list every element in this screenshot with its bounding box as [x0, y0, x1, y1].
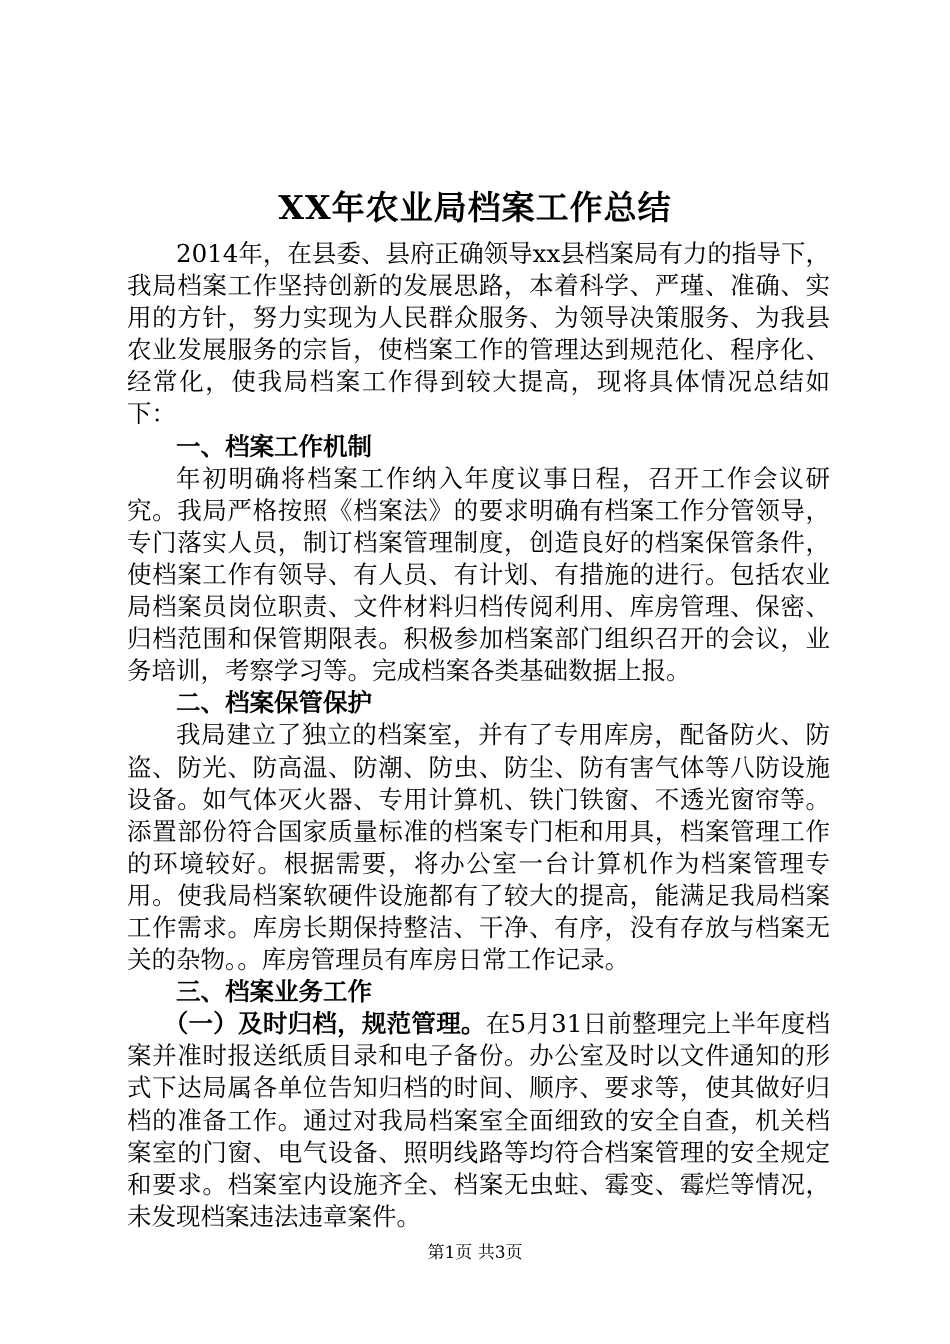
section-paragraph-2: 我局建立了独立的档案室，并有了专用库房，配备防火、防盗、防光、防高温、防潮、防虫、防尘、防有害气体等八防设施设备。如气体灭火器、专用计算机、铁门铁窗、不透光窗帘等。添置部份符合国家质量标准的档案专门柜和用具，档案管理工作的环境较好。根据需要，将办公室一台计算机作为档案管理专用。使我局档案软硬件设施都有了较大的提高，能满足我局档案工作需求。库房长期保持整洁、干净、有序，没有存放与档案无关的杂物。。库房管理员有库房日常工作记录。	[127, 720, 830, 975]
subsection-lead: （一）及时归档，规范管理。	[163, 1009, 486, 1039]
section-paragraph-3	[127, 1008, 830, 1233]
subsection-text: 在5月31日前整理完上半年度档案并准时报送纸质目录和电子备份。办公室及时以文件通知的形式下达局属各单位告知归档的时间、顺序、要求等，使其做好归档的准备工作。通过对我局档案室全面细致的安全自查，机关档案室的门窗、电气设备、照明线路等均符合档案管理的安全规定和要求。档案室内设施齐全、档案无虫蛀、霉变、霉烂等情况，未发现档案违法违章案件。	[127, 1009, 831, 1231]
document-title: XX年农业局档案工作总结	[278, 188, 672, 227]
intro-paragraph: 2014年，在县委、县府正确领导xx县档案局有力的指导下，我局档案工作坚持创新的发展思路，本着科学、严瑾、准确、实用的方针，努力实现为人民群众服务、为领导决策服务、为我县农业发展服务的宗旨，使档案工作的管理达到规范化、程序化、经常化，使我局档案工作得到较大提高，现将具体情况总结如下：	[127, 239, 830, 429]
document-body	[127, 238, 830, 1233]
section-heading-2: 二、档案保管保护	[176, 688, 372, 718]
section-heading-3: 三、档案业务工作	[176, 977, 372, 1007]
page-footer: 第1页 共3页	[427, 1243, 523, 1263]
section-heading-1: 一、档案工作机制	[176, 431, 372, 461]
section-paragraph-1: 年初明确将档案工作纳入年度议事日程，召开工作会议研究。我局严格按照《档案法》的要求明确有档案工作分管领导，专门落实人员，制订档案管理制度，创造良好的档案保管条件，使档案工作有领导、有人员、有计划、有措施的进行。包括农业局档案员岗位职责、文件材料归档传阅利用、库房管理、保密、归档范围和保管期限表。积极参加档案部门组织召开的会议，业务培训，考察学习等。完成档案各类基础数据上报。	[127, 463, 830, 686]
